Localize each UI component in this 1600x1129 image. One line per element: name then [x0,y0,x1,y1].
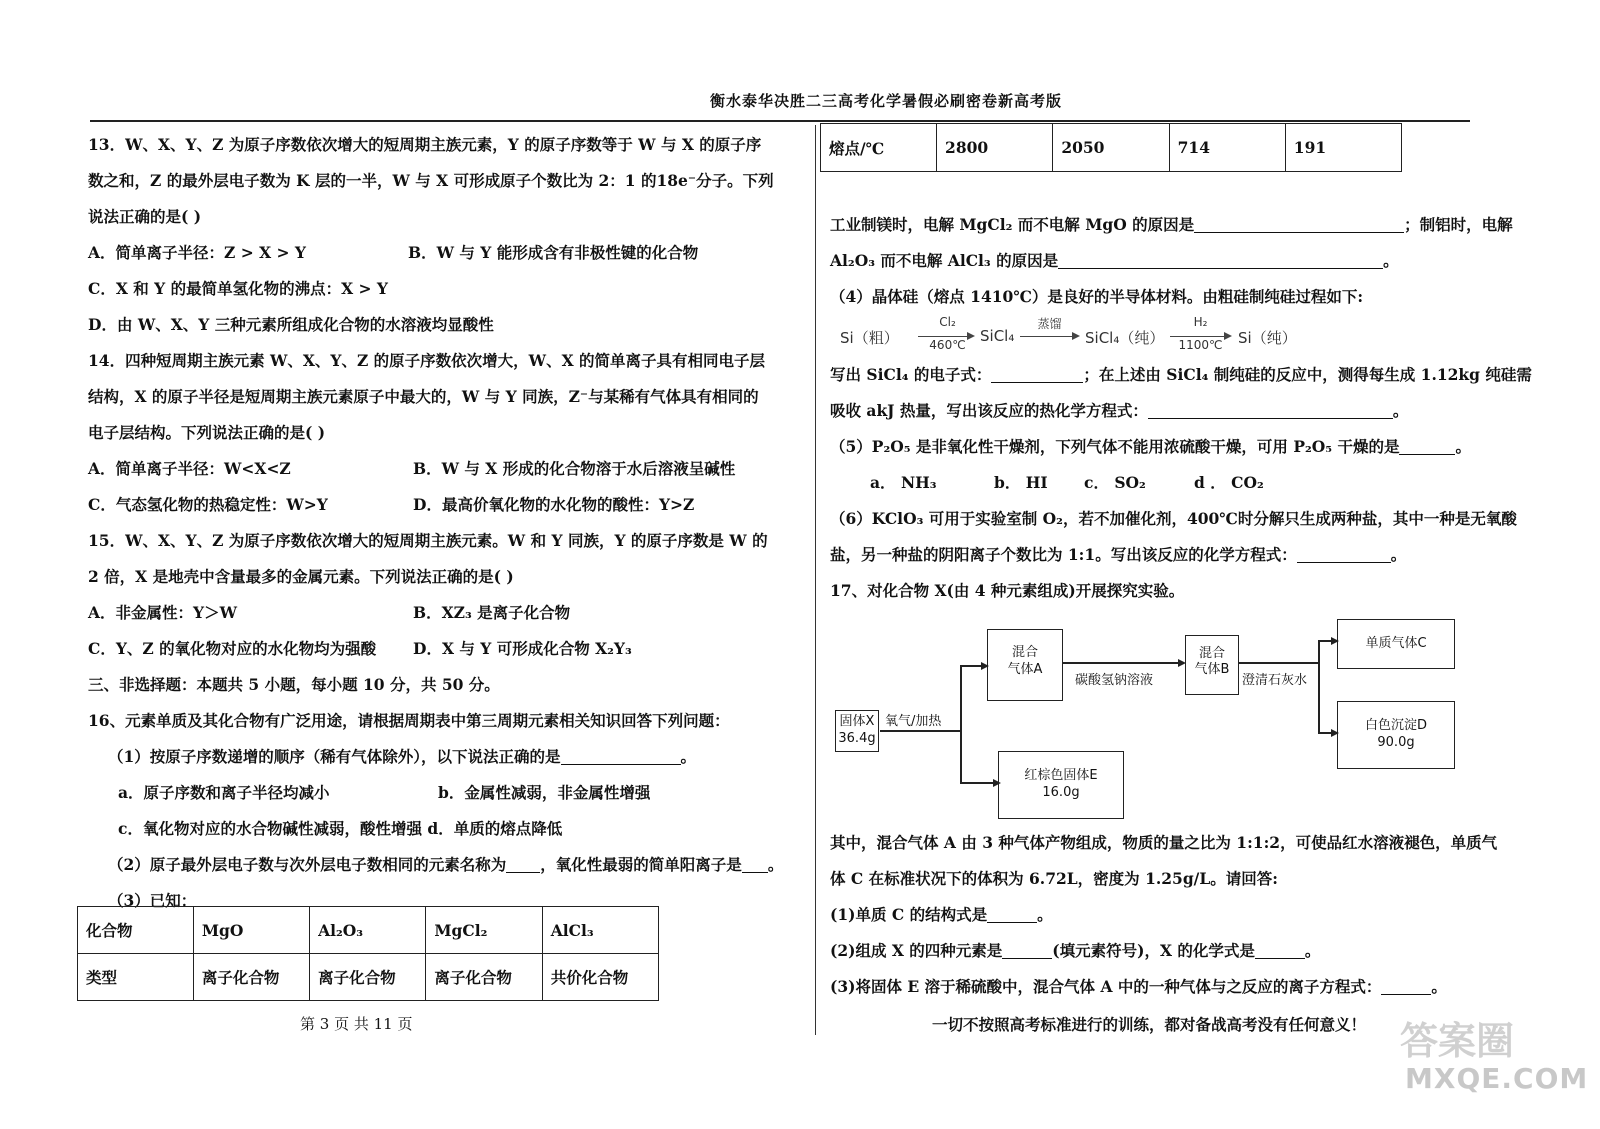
box-label: 固体X [839,714,875,729]
answer-blank[interactable] [1297,546,1391,563]
text: 。 [1383,251,1399,270]
q13-options-ab [88,235,788,271]
q16-part-4: （4）晶体硅（熔点 1410℃）是良好的半导体材料。由粗硅制纯硅过程如下: [830,287,1364,306]
q16-part-5 [830,429,1550,465]
q16-part-6-text-1: （6）KClO₃ 可用于实验室制 O₂，若不加催化剂，400℃时分解只生成两种盐，其中一种是无氧酸 [830,509,1517,528]
q17-stem: 17、对化合物 X(由 4 种元素组成)开展探究实验。 [830,581,1185,600]
left-column [88,127,788,919]
answer-blank[interactable] [1381,978,1431,995]
q16-part-2-text-b: ，氧化性最弱的简单阳离子是 [540,855,742,874]
precipitate-d-box [1337,701,1455,769]
reaction-arrow [918,336,973,337]
answer-blank[interactable] [1148,402,1393,419]
text: 写出 SiCl₄ 的电子式： [830,365,992,384]
text: (2)组成 X 的四种元素是 [830,941,1003,960]
table-header-row [78,907,659,954]
flow-line [1238,662,1318,664]
q16-options-ab [88,775,788,811]
table-row [821,124,1402,172]
text: Al₂O₃ 而不电解 AlCl₃ 的原因是 [830,251,1059,270]
box-label: 红棕色固体E [1024,768,1098,783]
q17-text-1: 其中，混合气体 A 由 3 种气体产物组成，物质的量之比为 1:1:2，可使品红水溶液褪色，单质气 [830,833,1498,852]
q13-option-b: B．W 与 Y 能形成含有非极性键的化合物 [408,243,699,262]
reaction-condition: H₂ [1193,315,1208,329]
table-cell: 2050 [1053,124,1169,172]
q16-part-4-text-1 [830,357,1550,393]
text: (1)单质 C 的结构式是 [830,905,988,924]
gas-c-box: 单质气体C [1337,619,1455,669]
table-cell: 离子化合物 [193,954,309,1001]
watermark-logo: 答案圈 [1400,1019,1515,1063]
table-cell: 离子化合物 [310,954,426,1001]
q16-options-cd [88,811,788,847]
q13-option-a: A．简单离子半径：Z > X > Y [88,243,306,262]
reaction-condition: 1100℃ [1178,338,1223,352]
reaction-arrow [1170,336,1230,337]
q16-part-2 [88,847,788,883]
reaction-condition: Cl₂ [939,315,956,329]
q15-stem-1: 15．W、X、Y、Z 为原子序数依次增大的短周期主族元素。W 和 Y 同族，Y 的原子序数是 W 的 [88,531,768,550]
q14-stem-2: 结构，X 的原子半径是短周期主族元素原子中最大的，W 与 Y 同族，Z⁻与某稀有气体具有相同的 [88,387,759,406]
option: b． HI [994,473,1048,492]
table-row [78,954,659,1001]
answer-blank[interactable] [1058,252,1383,269]
silicon-purification-reaction [840,317,1550,357]
reaction-species: Si（纯） [1238,329,1297,347]
table-cell: 离子化合物 [426,954,542,1001]
table-cell: AlCl₃ [542,907,658,954]
q14-stem-1: 14．四种短周期主族元素 W、X、Y、Z 的原子序数依次增大，W、X 的简单离子具有相同电子层 [88,351,766,370]
slogan: 一切不按照高考标准进行的训练，都对备战高考没有任何意义！ [932,1015,1367,1034]
box-mass: 16.0g [1042,785,1080,800]
right-column-bottom [830,825,1550,1005]
gas-a-box [987,629,1063,701]
step-label: 碳酸氢钠溶液 [1075,673,1154,688]
answer-blank[interactable] [1194,216,1404,233]
answer-blank[interactable] [987,906,1037,923]
column-divider [815,125,816,1035]
q17-part-1 [830,897,1550,933]
box-mass: 36.4g [838,731,876,746]
q14-option-d: D．最高价氧化物的水化物的酸性：Y>Z [413,495,695,514]
table-cell: Al₂O₃ [310,907,426,954]
text: (3)将固体 E 溶于稀硫酸中，混合气体 A 中的一种气体与之反应的离子方程式： [830,977,1382,996]
reaction-species: SiCl₄ [980,327,1015,345]
q16-option-d: d．单质的熔点降低 [427,819,563,838]
q14-options-ab [88,451,788,487]
page-header: 衡水泰华决胜二三高考化学暑假必刷密卷新高考版 [710,92,1063,110]
text: ；制铝时，电解 [1404,215,1513,234]
q16-option-a: a．原子序数和离子半径均减小 [118,783,330,802]
text: 。 [1390,545,1407,564]
q16-stem: 16、元素单质及其化合物有广泛用途，请根据周期表中第三周期元素相关知识回答下列问题： [88,711,730,730]
q15-option-d: D．X 与 Y 可形成化合物 X₂Y₃ [413,639,632,658]
box-mass: 90.0g [1377,735,1415,750]
text: 。 [1431,977,1447,996]
text: 工业制镁时，电解 MgCl₂ 而不电解 MgO 的原因是 [830,215,1195,234]
solid-x-box [835,710,879,752]
q17-part-2 [830,933,1550,969]
q15-option-b: B．XZ₃ 是离子化合物 [413,603,571,622]
flow-line [880,730,960,732]
q16-part-3-text-2 [830,243,1550,279]
flow-line [1062,662,1182,664]
q15-options-ab [88,595,788,631]
q17-text-2: 体 C 在标准状况下的体积为 6.72L，密度为 1.25g/L。请回答: [830,869,1278,888]
compound-type-table [77,906,659,1001]
q13-stem-2: 数之和，Z 的最外层电子数为 K 层的一半，W 与 X 可形成原子个数比为 2：1 的18e⁻分子。下列 [88,171,774,190]
table-cell: MgO [193,907,309,954]
text: (填元素符号)，X 的化学式是 [1052,941,1255,960]
answer-blank[interactable] [1399,438,1455,455]
q16-part-1-text: （1）按原子序数递增的顺序（稀有气体除外），以下说法正确的是 [108,747,561,766]
gas-b-box [1185,635,1239,695]
text: （5）P₂O₅ 是非氧化性干燥剂，下列气体不能用浓硫酸干燥，可用 P₂O₅ 干燥的是 [830,437,1400,456]
table-cell: 化合物 [78,907,194,954]
box-label: 气体A [1007,662,1043,677]
q16-part-2-text: （2）原子最外层电子数与次外层电子数相同的元素名称为 [108,855,507,874]
q14-option-a: A．简单离子半径：W<X<Z [88,459,291,478]
box-label: 混合 [1198,646,1225,661]
table-cell: 熔点/℃ [821,124,937,172]
right-column [830,207,1550,609]
q16-part-6-text-2 [830,537,1550,573]
reaction-species: SiCl₄（纯） [1085,329,1165,347]
q16-part-1 [88,739,788,775]
option: c． SO₂ [1084,473,1146,492]
box-label: 气体B [1194,662,1230,677]
flow-line [960,665,962,783]
solid-e-box [998,751,1124,819]
table-cell: MgCl₂ [426,907,542,954]
q17-part-3 [830,969,1550,1005]
answer-blank[interactable] [742,856,768,873]
q16-part-3-text-1 [830,207,1550,243]
reaction-species: Si（粗） [840,329,899,347]
answer-blank[interactable] [1002,942,1052,959]
text: 。 [1037,905,1053,924]
q15-option-c: C．Y、Z 的氧化物对应的水化物均为强酸 [88,639,377,658]
q14-stem-3: 电子层结构。下列说法正确的是( ) [88,423,326,442]
option: a． NH₃ [870,473,937,492]
table-cell: 714 [1169,124,1285,172]
q14-options-cd [88,487,788,523]
flow-line [960,782,997,784]
answer-blank[interactable] [561,748,681,765]
box-label: 白色沉淀D [1364,718,1427,733]
q14-option-c: C．气态氢化物的热稳定性：W>Y [88,495,328,514]
q14-option-b: B．W 与 X 形成的化合物溶于水后溶液呈碱性 [413,459,736,478]
q16-part-3: （3）已知： [108,891,197,910]
q16-part-4-text-2 [830,393,1550,429]
q16-option-c: c．氧化物对应的水合物碱性减弱，酸性增强 [118,819,422,838]
flow-line [1318,640,1320,733]
q16-part-2-end: 。 [767,855,784,874]
answer-blank[interactable] [1255,942,1305,959]
q13-option-c: C．X 和 Y 的最简单氢化物的沸点：X > Y [88,279,388,298]
q15-stem-2: 2 倍，X 是地壳中含量最多的金属元素。下列说法正确的是( ) [88,567,514,586]
option: d ． CO₂ [1194,473,1264,492]
step-label: 氧气/加热 [885,714,942,729]
text: 盐，另一种盐的阴阳离子个数比为 1:1。写出该反应的化学方程式： [830,545,1297,564]
q16-part-1-end: 。 [680,747,697,766]
page-footer: 第 3 页 共 11 页 [300,1015,413,1033]
table-cell: 2800 [937,124,1053,172]
q13-stem-3: 说法正确的是( ) [88,207,202,226]
reaction-condition: 蒸馏 [1037,317,1062,331]
watermark-url: MXQE.COM [1405,1062,1589,1095]
text: 吸收 akJ 热量，写出该反应的热化学方程式： [830,401,1148,420]
answer-blank[interactable] [506,856,540,873]
experiment-flow-diagram [830,615,1470,815]
section-3-title: 三、非选择题：本题共 5 小题，每小题 10 分，共 50 分。 [88,675,500,694]
q13-stem-1: 13．W、X、Y、Z 为原子序数依次增大的短周期主族元素，Y 的原子序数等于 W 与 X 的原子序 [88,135,762,154]
q15-option-a: A．非金属性：Y＞W [88,603,237,622]
answer-blank[interactable] [991,366,1083,383]
table-cell: 191 [1285,124,1401,172]
text: 。 [1392,401,1409,420]
reaction-condition: 460℃ [929,338,966,352]
reaction-arrow [1020,336,1078,337]
melting-point-table [820,123,1402,172]
q16-part-5-options [830,465,1550,501]
box-label: 混合 [1011,645,1038,660]
q15-options-cd [88,631,788,667]
text: 。 [1304,941,1321,960]
q13-option-d: D．由 W、X、Y 三种元素所组成化合物的水溶液均显酸性 [88,315,494,334]
header-rule [90,120,1470,122]
step-label: 澄清石灰水 [1242,673,1308,688]
q16-option-b: b．金属性减弱，非金属性增强 [438,783,651,802]
table-cell: 共价化合物 [542,954,658,1001]
text: ；在上述由 SiCl₄ 制纯硅的反应中，测得每生成 1.12kg 纯硅需 [1083,365,1532,384]
table-cell: 类型 [78,954,194,1001]
text: 。 [1455,437,1471,456]
